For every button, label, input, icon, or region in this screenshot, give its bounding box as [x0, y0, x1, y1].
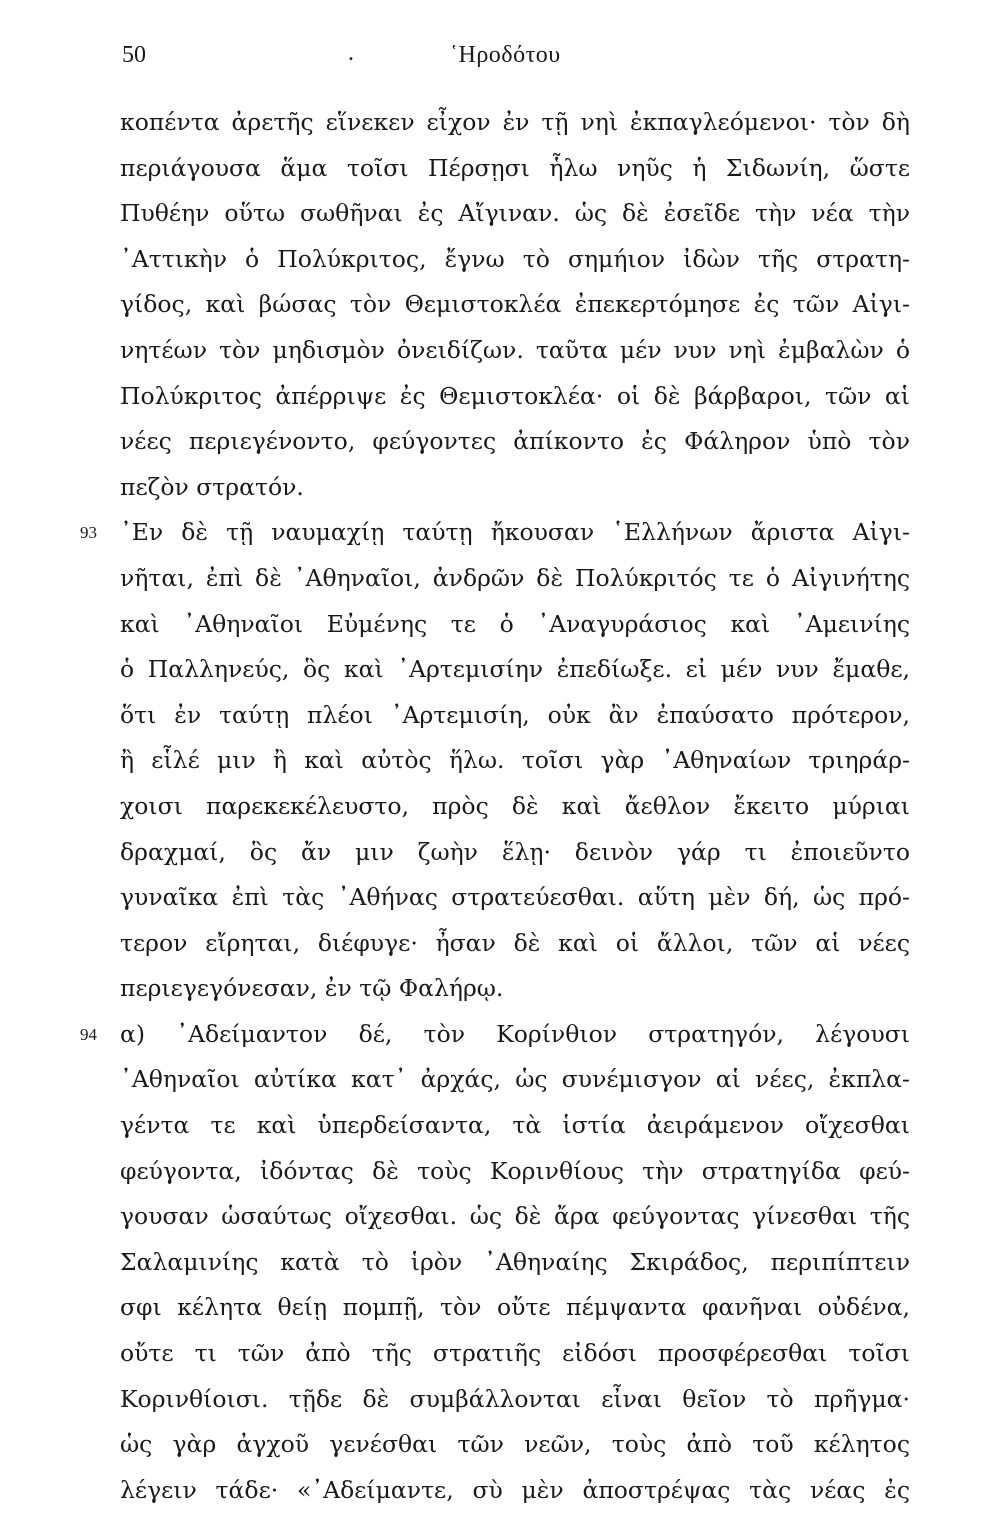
text-line: [120, 191, 910, 237]
text-line: [120, 282, 910, 328]
text-line: [120, 465, 910, 511]
line-text: Πυθέην οὕτω σωθῆναι ἐς Αἴγιναν. ὡς δὲ ἐσεῖδε τὴν νέα τὴν: [120, 199, 910, 228]
text-line: [120, 1149, 910, 1195]
text-line: [120, 693, 910, 739]
line-text: σφι κέλητα θείῃ πομπῇ, τὸν οὔτε πέμψαντα φανῆναι οὐδένα,: [120, 1293, 910, 1322]
chapter-number: 93: [80, 523, 97, 543]
text-line: [120, 1285, 910, 1331]
line-text: χοισι παρεκεκέλευστο, πρὸς δὲ καὶ ἄεθλον ἔκειτο μύριαι: [120, 791, 910, 820]
line-text: ὡς γὰρ ἀγχοῦ γενέσθαι τῶν νεῶν, τοὺς ἀπὸ τοῦ κέλητος: [120, 1430, 910, 1459]
text-line: [120, 647, 910, 693]
line-text: γέντα τε καὶ ὑπερδείσαντα, τὰ ἱστία ἀειράμενον οἴχεσθαι: [120, 1111, 910, 1140]
text-line: [120, 830, 910, 876]
text-line: [120, 1240, 910, 1286]
line-text: γυναῖκα ἐπὶ τὰς ᾿Αθήνας στρατεύεσθαι. αὕτη μὲν δή, ὡς πρό-: [120, 883, 910, 912]
line-text: ᾿Αθηναῖοι αὐτίκα κατ᾿ ἀρχάς, ὡς συνέμισγον αἱ νέες, ἐκπλα-: [120, 1065, 910, 1094]
line-text: ὁ Παλληνεύς, ὃς καὶ ᾿Αρτεμισίην ἐπεδίωξε. εἰ μέν νυν ἔμαθε,: [120, 655, 910, 684]
text-line: [120, 921, 910, 967]
line-text: τερον εἴρηται, διέφυγε· ἦσαν δὲ καὶ οἱ ἄλλοι, τῶν αἱ νέες: [120, 928, 910, 957]
line-text: Κορινθίοισι. τῇδε δὲ συμβάλλονται εἶναι θεῖον τὸ πρῆγμα·: [120, 1384, 910, 1413]
text-line: [120, 419, 910, 465]
text-line: [120, 738, 910, 784]
text-line: [80, 1012, 910, 1058]
text-line: [120, 966, 910, 1012]
text-line: [120, 1377, 910, 1423]
line-text: πεζὸν στρατόν.: [120, 472, 304, 501]
text-line: [120, 328, 910, 374]
text-line: [120, 875, 910, 921]
line-text: καὶ ᾿Αθηναῖοι Εὐμένης τε ὁ ᾿Αναγυράσιος καὶ ᾿Αμεινίης: [120, 609, 910, 638]
line-text: φεύγοντα, ἰδόντας δὲ τοὺς Κορινθίους τὴν στρατηγίδα φεύ-: [120, 1156, 910, 1185]
line-text: ἢ εἷλέ μιν ἢ καὶ αὐτὸς ἥλω. τοῖσι γὰρ ᾿Αθηναίων τριηράρ-: [120, 746, 910, 775]
line-text: κοπέντα ἀρετῆς εἵνεκεν εἶχον ἐν τῇ νηὶ ἐκπαγλεόμενοι· τὸν δὴ: [120, 108, 910, 136]
page-header: [120, 42, 910, 82]
line-text: γουσαν ὡσαύτως οἴχεσθαι. ὡς δὲ ἄρα φεύγοντας γίνεσθαι τῆς: [120, 1202, 910, 1231]
line-text: νῆται, ἐπὶ δὲ ᾿Αθηναῖοι, ἀνδρῶν δὲ Πολύκριτός τε ὁ Αἰγινήτης: [120, 563, 910, 592]
text-line: [120, 1103, 910, 1149]
line-text: οὔτε τι τῶν ἀπὸ τῆς στρατιῆς εἰδόσι προσφέρεσθαι τοῖσι: [120, 1339, 910, 1368]
line-text: δραχμαί, ὃς ἄν μιν ζωὴν ἕλῃ· δεινὸν γάρ τι ἐποιεῦντο: [120, 837, 910, 866]
chapter-number: 94: [80, 1024, 97, 1044]
body-text: [80, 100, 910, 1513]
line-text: λέγειν τάδε· «᾿Αδείμαντε, σὺ μὲν ἀποστρέψας τὰς νέας ἐς: [120, 1475, 910, 1504]
text-line: [120, 1057, 910, 1103]
header-separator: .: [348, 40, 354, 66]
line-text: νέες περιεγένοντο, φεύγοντες ἀπίκοντο ἐς Φάληρον ὑπὸ τὸν: [120, 427, 910, 456]
text-line: [120, 146, 910, 192]
line-text: γίδος, καὶ βώσας τὸν Θεμιστοκλέα ἐπεκερτόμησε ἐς τῶν Αἰγι-: [120, 290, 910, 319]
text-line: [120, 237, 910, 283]
line-text: α) ᾿Αδείμαντον δέ, τὸν Κορίνθιον στρατηγόν, λέγουσι: [120, 1019, 910, 1048]
text-line: [120, 556, 910, 602]
line-text: ᾿Αττικὴν ὁ Πολύκριτος, ἔγνω τὸ σημήιον ἰδὼν τῆς στρατη-: [120, 244, 910, 273]
line-text: Σαλαμινίης κατὰ τὸ ἱρὸν ᾿Αθηναίης Σκιράδος, περιπίπτειν: [120, 1247, 910, 1276]
text-line: [120, 784, 910, 830]
line-text: περιεγεγόνεσαν, ἐν τῷ Φαλήρῳ.: [120, 974, 504, 1003]
text-line: [120, 1194, 910, 1240]
text-line: [120, 1331, 910, 1377]
text-line: [120, 100, 910, 146]
line-text: ᾿Εν δὲ τῇ ναυμαχίῃ ταύτῃ ἤκουσαν ῾Ελλήνων ἄριστα Αἰγι-: [120, 518, 910, 547]
text-line: [80, 510, 910, 556]
line-text: περιάγουσα ἅμα τοῖσι Πέρσῃσι ἧλω νηῦς ἡ Σιδωνίη, ὥστε: [120, 153, 910, 182]
line-text: νητέων τὸν μηδισμὸν ὀνειδίζων. ταῦτα μέν νυν νηὶ ἐμβαλὼν ὁ: [120, 335, 910, 364]
text-line: [120, 1422, 910, 1468]
running-title: ῾Ηροδότου: [450, 42, 561, 68]
line-text: Πολύκριτος ἀπέρριψε ἐς Θεμιστοκλέα· οἱ δὲ βάρβαροι, τῶν αἱ: [120, 381, 910, 410]
text-line: [120, 602, 910, 648]
text-line: [120, 1468, 910, 1513]
text-line: [120, 374, 910, 420]
line-text: ὅτι ἐν ταύτῃ πλέοι ᾿Αρτεμισίη, οὐκ ἂν ἐπαύσατο πρότερον,: [120, 700, 910, 729]
page-number: 50: [122, 42, 146, 68]
